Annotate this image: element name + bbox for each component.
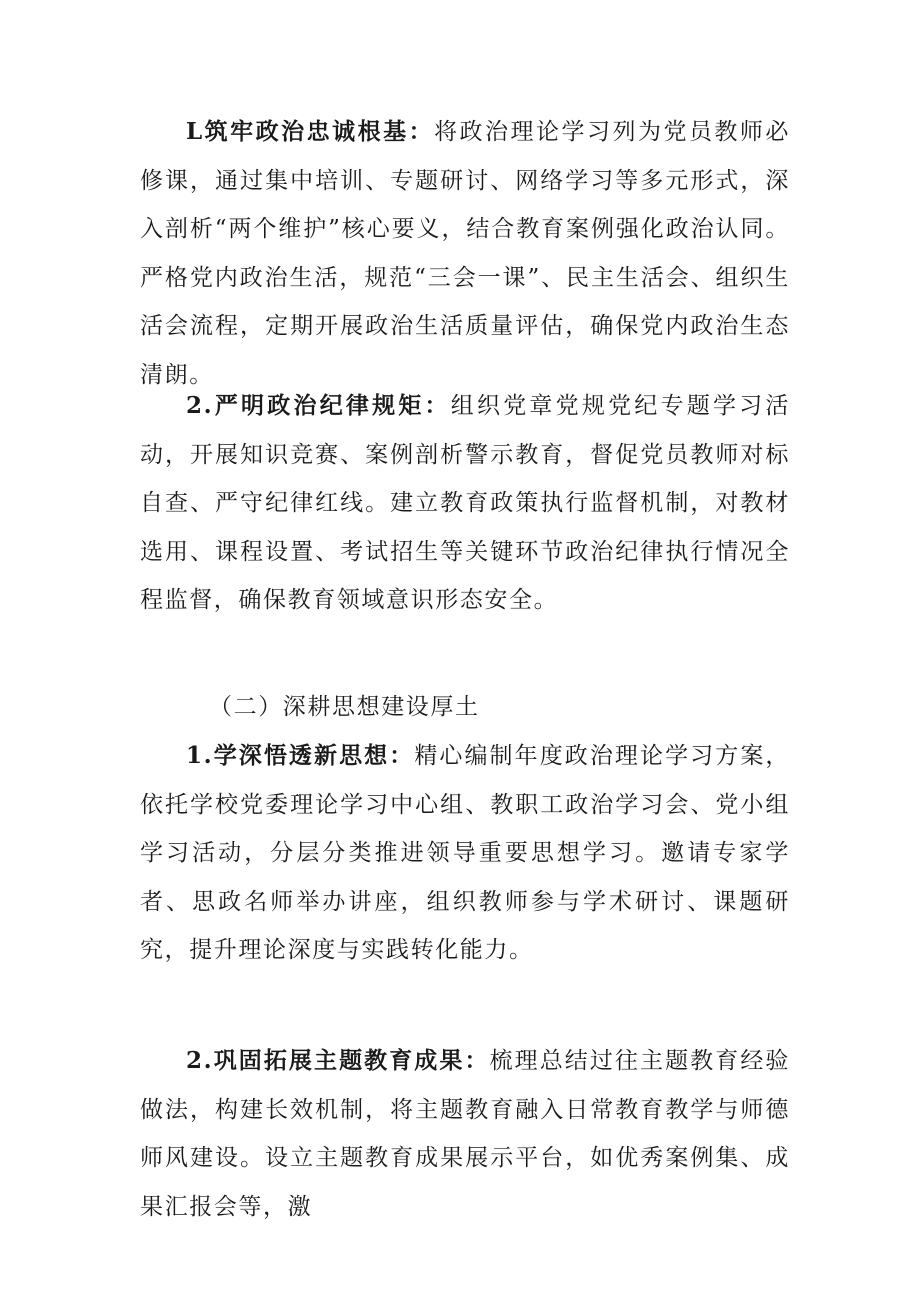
paragraph-body: 梳理总结过往主题教育经验做法，构建长效机制，将主题教育融入日常教育教学与师德师风建设。设立主题教育成果展示平台，如优秀案例集、成果汇报会等，激 [140,1048,791,1220]
paragraph-body: 组织党章党规党纪专题学习活动，开展知识竞赛、案例剖析警示教育，督促党员教师对标自查、严守纪律红线。建立教育政策执行监督机制，对教材选用、课程设置、考试招生等关键环节政治纪律执行情况全程监督，确保教育领域意识形态安全。 [140,393,790,613]
paragraph-body: 将政治理论学习列为党员教师必修课，通过集中培训、专题研讨、网络学习等多元形式，深入剖析“两个维护”核心要义，结合教育案例强化政治认同。严格党内政治生活，规范“三会一课”、民主生活会、组织生活会流程，定期开展政治生活质量评估，确保党内政治生态清朗。 [140,119,791,388]
section-heading: （二）深耕思想建设厚土 [209,694,480,720]
paragraph-political-loyalty [140,108,790,399]
paragraph-lead: 1.学深悟透新思想： [186,742,415,769]
paragraph-lead: 2.严明政治纪律规矩： [186,392,451,419]
paragraph-new-thought [140,732,790,975]
paragraph-body: 精心编制年度政治理论学习方案，依托学校党委理论学习中心组、教职工政治学习会、党小组学习活动，分层分类推进领导重要思想学习。邀请专家学者、思政名师举办讲座，组织教师参与学术研讨、课题研究，提升理论深度与实践转化能力。 [140,743,790,963]
paragraph-lead: L筑牢政治忠诚根基： [186,118,435,145]
paragraph-political-discipline [140,382,790,625]
paragraph-lead: 2.巩固拓展主题教育成果： [186,1047,490,1074]
paragraph-theme-education [140,1037,790,1231]
